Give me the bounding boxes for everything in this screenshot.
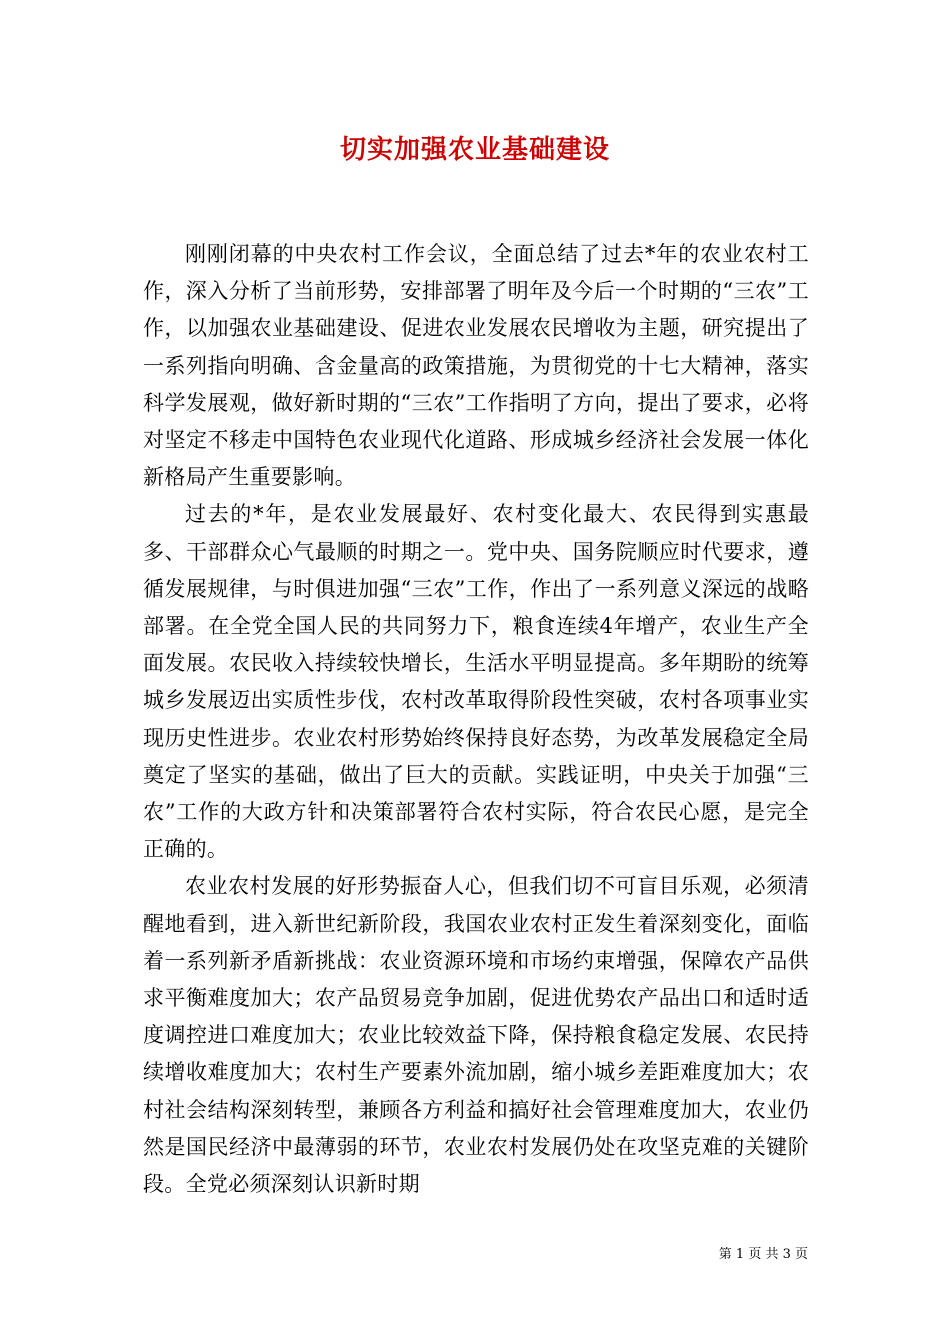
paragraph: 过去的*年，是农业发展最好、农村变化最大、农民得到实惠最多、干部群众心气最顺的时期之一。党中央、国务院顺应时代要求，遵循发展规律，与时俱进加强“三农”工作，作出了一系列意义深远的战略部署。在全党全国人民的共同努力下，粮食连续4年增产，农业生产全面发展。农民收入持续较快增长，生活水平明显提高。多年期盼的统筹城乡发展迈出实质性步伐，农村改革取得阶段性突破，农村各项事业实现历史性进步。农业农村形势始终保持良好态势，为改革发展稳定全局奠定了坚实的基础，做出了巨大的贡献。实践证明，中央关于加强“三农”工作的大政方针和决策部署符合农村实际，符合农民心愿，是完全正确的。 — [143, 502, 809, 862]
paragraph: 农业农村发展的好形势振奋人心，但我们切不可盲目乐观，必须清醒地看到，进入新世纪新阶段，我国农业农村正发生着深刻变化，面临着一系列新矛盾新挑战：农业资源环境和市场约束增强，保障农产品供求平衡难度加大；农产品贸易竞争加剧，促进优势农产品出口和适时适度调控进口难度加大；农业比较效益下降，保持粮食稳定发展、农民持续增收难度加大；农村生产要素外流加剧，缩小城乡差距难度加大；农村社会结构深刻转型，兼顾各方利益和搞好社会管理难度加大，农业仍然是国民经济中最薄弱的环节，农业农村发展仍处在攻坚克难的关键阶段。全党必须深刻认识新时期 — [143, 874, 809, 1197]
document-title: 切实加强农业基础建设 — [339, 135, 610, 165]
paragraph: 刚刚闭幕的中央农村工作会议，全面总结了过去*年的农业农村工作，深入分析了当前形势，安排部署了明年及今后一个时期的“三农”工作，以加强农业基础建设、促进农业发展农民增收为主题，研究提出了一系列指向明确、含金量高的政策措施，为贯彻党的十七大精神，落实科学发展观，做好新时期的“三农”工作指明了方向，提出了要求，必将对坚定不移走中国特色农业现代化道路、形成城乡经济社会发展一体化新格局产生重要影响。 — [143, 242, 809, 490]
document-body — [143, 236, 809, 1203]
page-number: 第 1 页 共 3 页 — [718, 1247, 808, 1262]
